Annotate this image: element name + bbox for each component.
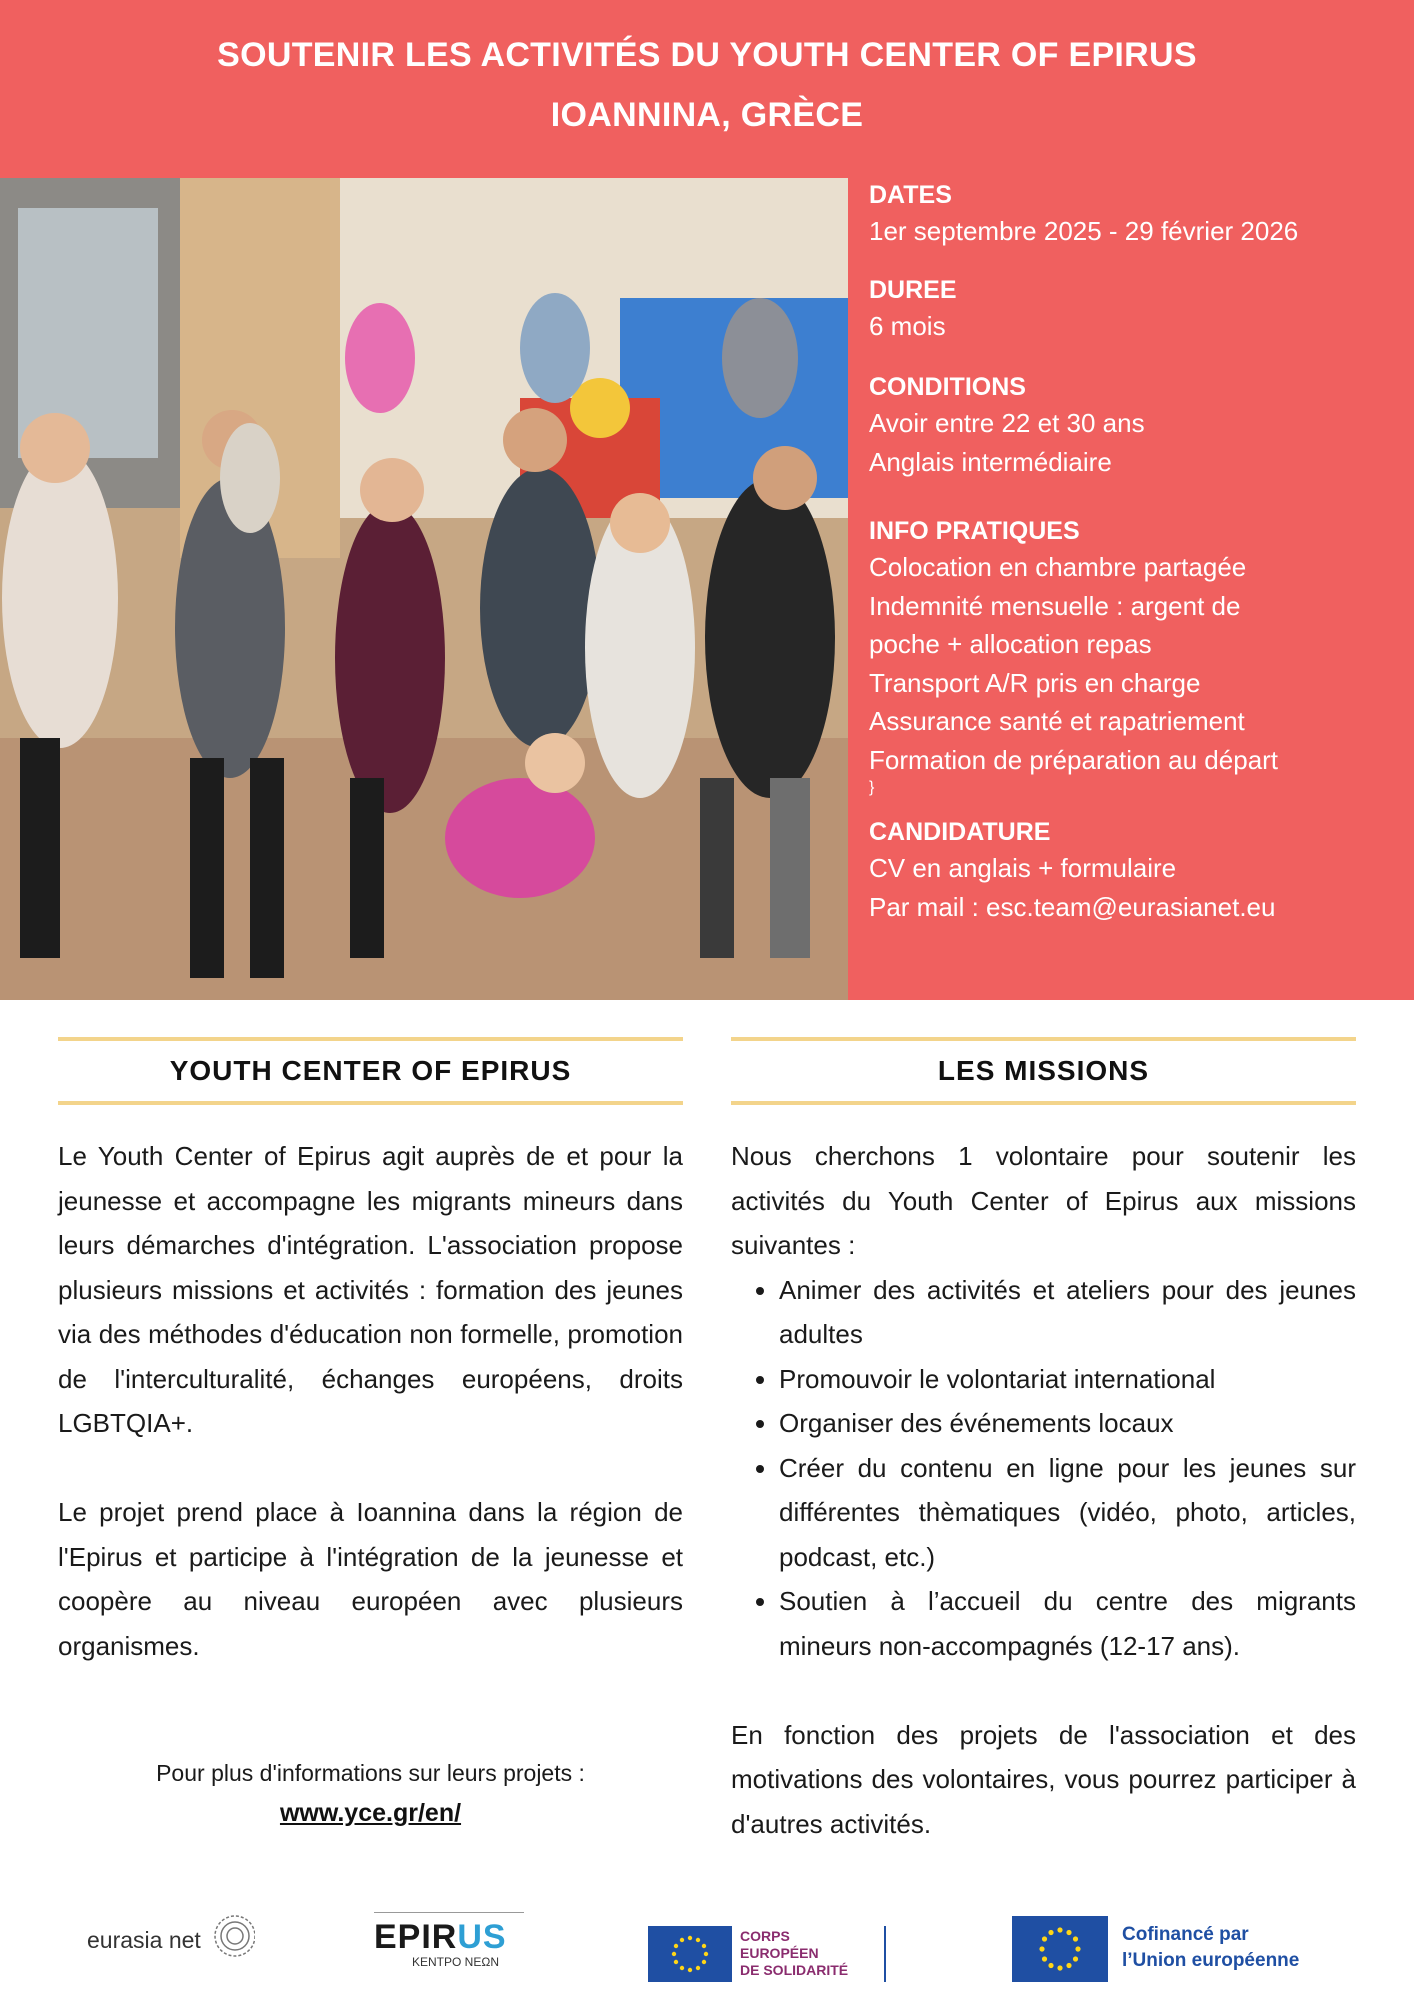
youth-center-paragraph-1: Le Youth Center of Epirus agit auprès de et pour la jeunesse et accompagne les migrants mineurs dans leurs démarches d'intégration. L'association propose plusieurs missions et activités : formation des jeunes via des méthodes d'éducation non formelle, promotion de l'interculturalité, échanges européens, droits LGBTQIA+. xyxy=(58,1141,683,1438)
eu-flag-icon xyxy=(1012,1916,1108,1982)
eu-cofunded-logo xyxy=(1012,1916,1342,1982)
group-photo xyxy=(0,178,848,1000)
info-pratiques-line: Colocation en chambre partagée xyxy=(869,552,1247,582)
info-conditions-title: CONDITIONS xyxy=(869,373,1026,401)
youth-center-description xyxy=(58,1134,683,1668)
eurasianet-mark xyxy=(85,1908,255,1968)
info-duree-title: DUREE xyxy=(869,276,957,304)
info-candidature-docs: CV en anglais + formulaire xyxy=(869,853,1177,883)
page-subtitle-location: IOANNINA, GRÈCE xyxy=(550,96,864,134)
mission-item: • Créer du contenu en ligne pour les jeunes sur différentes thèmatiques (vidéo, photo, articles, podcast, etc.) xyxy=(779,1446,1356,1580)
mission-item: • Organiser des événements locaux xyxy=(779,1401,1356,1446)
info-panel xyxy=(848,178,1414,1000)
missions-outro: En fonction des projets de l'association et des motivations des volontaires, vous pourrez participer à d'autres activités. xyxy=(731,1719,1356,1839)
section-heading-youth-center: YOUTH CENTER OF EPIRUS xyxy=(58,1037,683,1105)
info-duree xyxy=(869,273,1404,346)
mission-item: • Soutien à l’accueil du centre des migrants mineurs non-accompagnés (12-17 ans). xyxy=(779,1579,1356,1668)
info-pratiques-line: poche + allocation repas xyxy=(869,629,1152,659)
mission-item: • Promouvoir le volontariat international xyxy=(779,1357,1356,1402)
info-candidature xyxy=(869,815,1404,926)
info-conditions-language: Anglais intermédiaire xyxy=(869,446,1112,477)
info-dates-value: 1er septembre 2025 - 29 février 2026 xyxy=(869,216,1299,246)
epirus-logo xyxy=(374,1912,534,1982)
eu-cofunded-line2: l’Union européenne xyxy=(1122,1950,1300,1971)
eu-flag-icon xyxy=(648,1926,732,1982)
eu-cofunded-line1: Cofinancé par xyxy=(1122,1924,1249,1945)
esc-text-line2: EUROPÉEN xyxy=(740,1945,819,1961)
youth-center-paragraph-2: Le projet prend place à Ioannina dans la région de l'Epirus et participe à l'intégration de la jeunesse et coopère au niveau européen avec plusieurs organismes. xyxy=(58,1497,683,1661)
epirus-wordmark-a: EPIR xyxy=(374,1918,458,1956)
info-conditions xyxy=(869,370,1404,481)
more-info-text: Pour plus d'informations sur leurs projets : xyxy=(156,1760,585,1786)
info-pratiques-line: Formation de préparation au départ xyxy=(869,744,1279,775)
website-link[interactable]: www.yce.gr/en/ xyxy=(279,1799,462,1827)
info-pratiques-line: Transport A/R pris en charge xyxy=(869,667,1201,698)
epirus-subtitle: ΚΕΝΤΡΟ ΝΕΩΝ xyxy=(412,1955,499,1969)
esc-text-line3: DE SOLIDARITÉ xyxy=(740,1962,849,1978)
eurasianet-wordmark: eurasia net xyxy=(87,1927,201,1953)
page-title: SOUTENIR LES ACTIVITÉS DU YOUTH CENTER OF EPIRUS xyxy=(217,36,1197,74)
missions-list xyxy=(731,1268,1356,1669)
eurasianet-logo xyxy=(85,1908,255,1968)
info-dates xyxy=(869,178,1404,251)
info-dates-title: DATES xyxy=(869,181,952,209)
info-duree-value: 6 mois xyxy=(869,311,946,341)
group-photo-image xyxy=(0,178,848,1000)
info-candidature-email[interactable]: Par mail : esc.team@eurasianet.eu xyxy=(869,891,1276,922)
info-pratiques-title: INFO PRATIQUES xyxy=(869,517,1080,545)
info-pratiques-line: Indemnité mensuelle : argent de xyxy=(869,590,1241,621)
esc-logo xyxy=(648,1926,893,1982)
info-candidature-title: CANDIDATURE xyxy=(869,818,1051,846)
section-heading-missions: LES MISSIONS xyxy=(731,1037,1356,1105)
header-band xyxy=(0,0,1414,178)
mission-item: • Animer des activités et ateliers pour des jeunes adultes xyxy=(779,1268,1356,1357)
info-pratiques: INFO PRATIQUES Colocation en chambre partagée Indemnité mensuelle : argent de poche + allocation repas Transport A/R pris en charge Assurance santé et rapatriement Formation de préparation au départ } xyxy=(869,514,1404,797)
missions-intro: Nous cherchons 1 volontaire pour soutenir les activités du Youth Center of Epirus aux missions suivantes : xyxy=(731,1141,1356,1260)
info-pratiques-line: Assurance santé et rapatriement xyxy=(869,706,1245,736)
missions-text xyxy=(731,1134,1356,1846)
info-conditions-age: Avoir entre 22 et 30 ans xyxy=(869,408,1145,438)
more-info xyxy=(58,1753,683,1833)
epirus-wordmark-b: US xyxy=(457,1918,507,1956)
esc-text-line1: CORPS xyxy=(740,1928,790,1944)
